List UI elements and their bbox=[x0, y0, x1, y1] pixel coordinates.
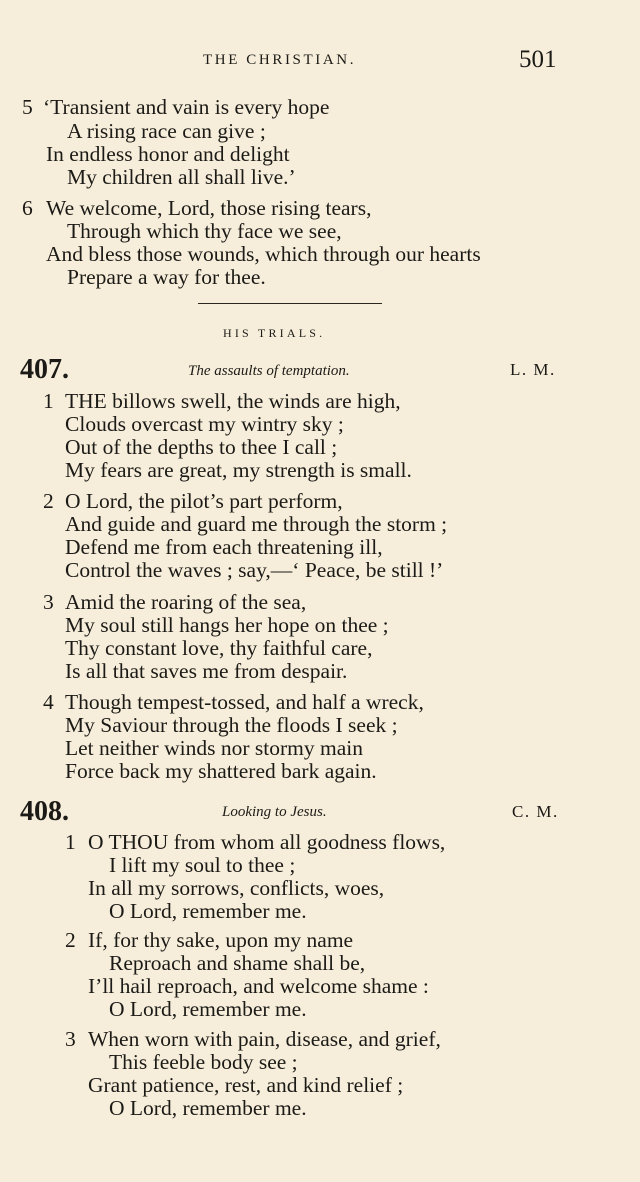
running-title: THE CHRISTIAN. bbox=[203, 52, 357, 68]
verse-line: My fears are great, my strength is small. bbox=[65, 458, 412, 482]
running-head bbox=[0, 46, 640, 80]
verse-line: Thy constant love, thy faithful care, bbox=[65, 636, 373, 660]
verse-line: Clouds overcast my wintry sky ; bbox=[65, 412, 344, 436]
verse-line: Prepare a way for thee. bbox=[67, 265, 266, 289]
verse-line: This feeble body see ; bbox=[109, 1050, 298, 1074]
verse-line: O Lord, remember me. bbox=[109, 899, 307, 923]
section-heading: HIS TRIALS. bbox=[223, 326, 326, 340]
verse-line: Amid the roaring of the sea, bbox=[65, 590, 307, 614]
stanza-number: 1 bbox=[43, 389, 54, 413]
verse-line: Grant patience, rest, and kind relief ; bbox=[88, 1073, 404, 1097]
stanza-number: 2 bbox=[65, 928, 76, 952]
hymn-number: 407. bbox=[20, 354, 69, 385]
stanza-number: 5 bbox=[22, 95, 33, 119]
verse-line: A rising race can give ; bbox=[67, 119, 266, 143]
stanza-number: 2 bbox=[43, 489, 54, 513]
verse-line: My Saviour through the floods I seek ; bbox=[65, 713, 398, 737]
verse-line: O Lord, the pilot’s part perform, bbox=[65, 489, 343, 513]
stanza-number: 1 bbox=[65, 830, 76, 854]
verse-line: I lift my soul to thee ; bbox=[109, 853, 296, 877]
verse-line: If, for thy sake, upon my name bbox=[88, 928, 354, 952]
verse-line: Let neither winds nor stormy main bbox=[65, 736, 363, 760]
verse-line: Is all that saves me from despair. bbox=[65, 659, 348, 683]
stanza-number: 6 bbox=[22, 196, 33, 220]
verse-line: O THOU from whom all goodness flows, bbox=[88, 830, 446, 854]
hymn-title: Looking to Jesus. bbox=[222, 804, 327, 820]
hymn-title: The assaults of temptation. bbox=[188, 363, 350, 379]
section-divider bbox=[198, 303, 382, 304]
verse-line: Though tempest-tossed, and half a wreck, bbox=[65, 690, 424, 714]
verse-line: Out of the depths to thee I call ; bbox=[65, 435, 338, 459]
hymn-number: 408. bbox=[20, 796, 69, 827]
verse-line: Through which thy face we see, bbox=[67, 219, 342, 243]
hymn-meter: C. M. bbox=[512, 802, 559, 821]
verse-line: And bless those wounds, which through our hearts bbox=[46, 242, 481, 266]
verse-line: We welcome, Lord, those rising tears, bbox=[46, 196, 372, 220]
stanza-number: 3 bbox=[65, 1027, 76, 1051]
verse-line: O Lord, remember me. bbox=[109, 1096, 307, 1120]
verse-line: My soul still hangs her hope on thee ; bbox=[65, 613, 389, 637]
verse-line: Defend me from each threatening ill, bbox=[65, 535, 383, 559]
verse-line: And guide and guard me through the storm ; bbox=[65, 512, 448, 536]
verse-line: Force back my shattered bark again. bbox=[65, 759, 377, 783]
hymn-meter: L. M. bbox=[510, 360, 556, 379]
verse-line: Control the waves ; say,—‘ Peace, be still !’ bbox=[65, 558, 444, 582]
verse-line: O Lord, remember me. bbox=[109, 997, 307, 1021]
verse-line: When worn with pain, disease, and grief, bbox=[88, 1027, 441, 1051]
verse-line: In endless honor and delight bbox=[46, 142, 290, 166]
stanza-number: 4 bbox=[43, 690, 54, 714]
verse-line: I’ll hail reproach, and welcome shame : bbox=[88, 974, 429, 998]
verse-line: Reproach and shame shall be, bbox=[109, 951, 366, 975]
verse-line: In all my sorrows, conflicts, woes, bbox=[88, 876, 385, 900]
stanza-number: 3 bbox=[43, 590, 54, 614]
verse-line: My children all shall live.’ bbox=[67, 165, 296, 189]
verse-line: ‘Transient and vain is every hope bbox=[43, 95, 330, 119]
verse-line: THE billows swell, the winds are high, bbox=[65, 389, 401, 413]
page-number: 501 bbox=[519, 46, 557, 73]
